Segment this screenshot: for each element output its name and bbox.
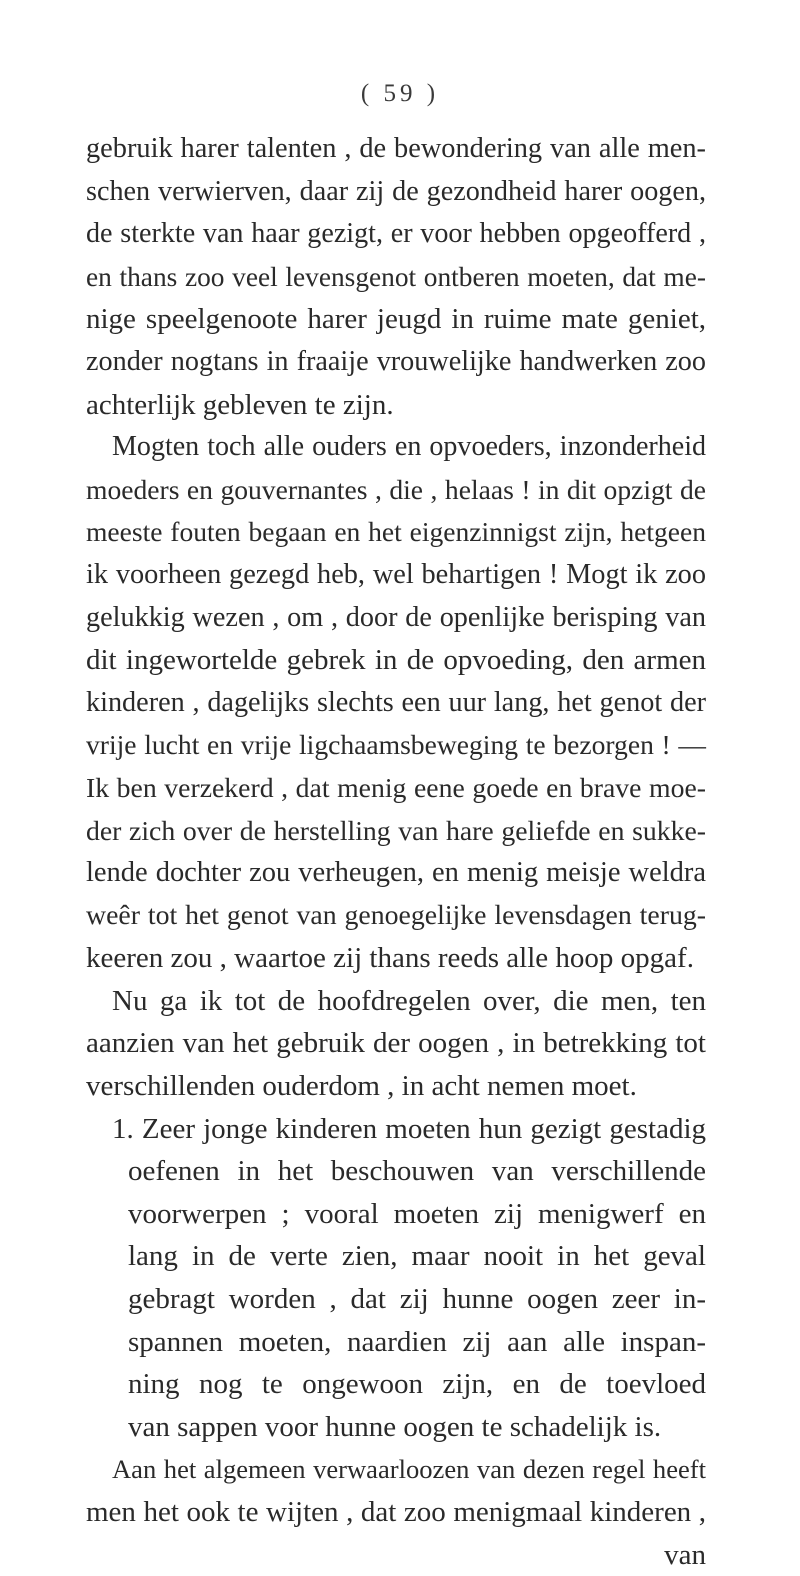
text-line: aanzien van het gebruik der oogen , in betrekking tot	[86, 1027, 706, 1060]
text-line: men het ook te wijten , dat zoo menigmaal kinderen ,	[86, 1496, 706, 1528]
text-line: schen verwierven, daar zij de gezondheid harer oogen,	[86, 175, 706, 207]
text-line: ning nog te ongewoon zijn, en de toevloed	[128, 1368, 706, 1401]
text-line: Mogten toch alle ouders en opvoeders, inzonderheid	[112, 431, 706, 463]
text-line: nige speelgenoote harer jeugd in ruime mate geniet,	[86, 303, 706, 336]
text-line: meeste fouten begaan en het eigenzinnigst zijn, hetgeen	[86, 516, 706, 548]
text-line: gebruik harer talenten , de bewondering van alle men-	[86, 133, 706, 164]
text-line: gelukkig wezen , om , door de openlijke berisping van	[86, 601, 706, 633]
text-line: kinderen , dagelijks slechts een uur lang, het genot der	[86, 686, 706, 718]
text-line: lende dochter zou verheugen, en menig meisje weldra	[86, 857, 706, 889]
text-line: der zich over de herstelling van hare geliefde en sukke-	[86, 814, 706, 846]
text-line: oefenen in het beschouwen van verschillende	[128, 1155, 706, 1188]
text-line: de sterkte van haar gezigt, er voor hebben opgeofferd ,	[86, 218, 706, 250]
text-line: van sappen voor hunne oogen te schadelijk is.	[128, 1410, 662, 1443]
catchword: van	[664, 1538, 706, 1571]
text-line: verschillenden ouderdom , in acht nemen moet.	[86, 1070, 637, 1103]
text-line: 1. Zeer jonge kinderen moeten hun gezigt gestadig	[112, 1112, 706, 1145]
text-line: Ik ben verzekerd , dat menig eene goede en brave moe-	[86, 771, 706, 803]
text-line: achterlijk gebleven te zijn.	[86, 388, 394, 421]
text-line: moeders en gouvernantes , die , helaas ! in dit opzigt de	[86, 473, 706, 505]
text-line: voorwerpen ; vooral moeten zij menigwerf en	[128, 1197, 706, 1230]
text-line: lang in de verte zien, maar nooit in het geval	[128, 1240, 706, 1273]
text-line: spannen moeten, naardien zij aan alle inspan-	[128, 1325, 706, 1358]
text-line: keeren zou , waartoe zij thans reeds alle hoop opgaf.	[86, 942, 694, 975]
text-line: Nu ga ik tot de hoofdregelen over, die men, ten	[112, 984, 706, 1017]
text-line: weêr tot het genot van genoegelijke levensdagen terug-	[86, 899, 706, 931]
text-line: zonder nogtans in fraaije vrouwelijke handwerken zoo	[86, 345, 706, 377]
text-line: dit ingewortelde gebrek in de opvoeding, den armen	[86, 644, 706, 677]
page-number: ( 59 )	[360, 80, 440, 107]
text-line: vrije lucht en vrije ligchaamsbeweging te bezorgen ! —	[86, 729, 706, 761]
body-text	[86, 128, 706, 1576]
text-line: gebragt worden , dat zij hunne oogen zeer in-	[128, 1283, 706, 1316]
text-line: ik voorheen gezegd heb, wel behartigen ! Mogt ik zoo	[86, 558, 706, 590]
text-line: Aan het algemeen verwaarloozen van dezen regel heeft	[112, 1454, 706, 1485]
text-line: en thans zoo veel levensgenot ontberen moeten, dat me-	[86, 261, 706, 292]
